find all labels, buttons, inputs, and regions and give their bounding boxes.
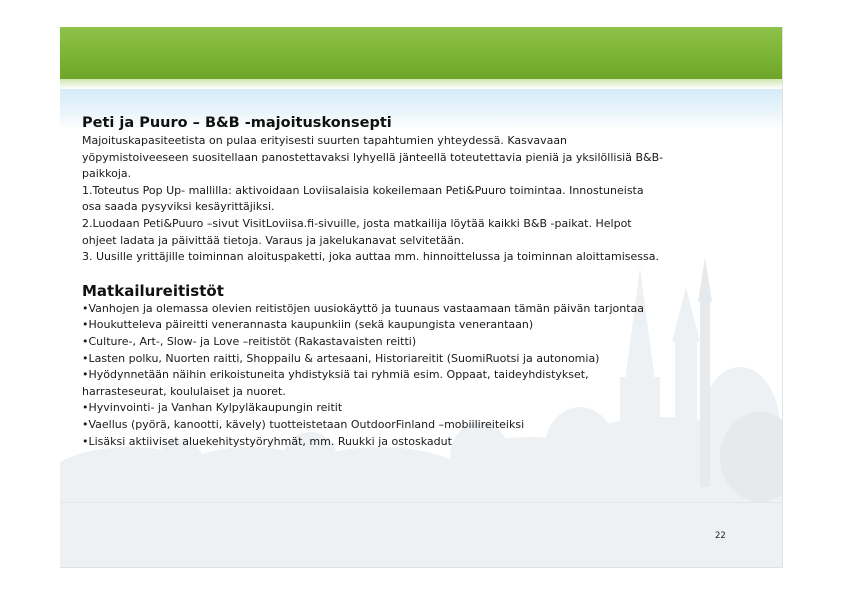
section-bb-concept [82, 113, 772, 266]
slide [60, 27, 783, 568]
text-line: •Hyvinvointi- ja Vanhan Kylpyläkaupungin reitit [82, 401, 343, 415]
page-number: 22 [715, 531, 726, 541]
header-green-band [60, 27, 782, 79]
text-line: 2.Luodaan Peti&Puuro –sivut VisitLoviisa.fi-sivuille, josta matkailija löytää kaikki B&B -paikat. Helpot [82, 216, 632, 230]
footer-divider [60, 502, 782, 503]
header-green-fade [60, 79, 782, 89]
text-line: Majoituskapasiteetista on pulaa erityisesti suurten tapahtumien yhteydessä. Kasvavaan [82, 134, 568, 147]
section-body [82, 133, 772, 266]
text-line: 3. Uusille yrittäjille toiminnan aloituspaketti, joka auttaa mm. hinnoittelussa ja toiminnan aloittamisessa. [82, 250, 659, 264]
text-line: •Vaellus (pyörä, kanootti, kävely) tuotteistetaan OutdoorFinland –mobiilireiteiksi [82, 417, 525, 431]
slide-content [82, 113, 772, 450]
text-line: harrasteseurat, koululaiset ja nuoret. [82, 384, 286, 398]
section-tourism-routes [82, 281, 772, 450]
text-line: 1.Toteutus Pop Up- mallilla: aktivoidaan Loviisalaisia kokeilemaan Peti&Puuro toimintaa. Innostuneista [82, 183, 644, 197]
text-line: •Lisäksi aktiiviset aluekehitystyöryhmät, mm. Ruukki ja ostoskadut [82, 434, 452, 448]
text-line: ohjeet ladata ja päivittää tietoja. Varaus ja jakelukanavat selvitetään. [82, 233, 465, 247]
text-line: •Culture-, Art-, Slow- ja Love –reitistöt (Rakastavaisten reitti) [82, 334, 417, 348]
text-line: •Lasten polku, Nuorten raitti, Shoppailu & artesaani, Historiareitit (SuomiRuotsi ja autonomia) [82, 351, 600, 365]
section-heading: Peti ja Puuro – B&B -majoituskonsepti [82, 115, 392, 131]
text-line: yöpymistoiveeseen suositellaan panostettavaksi lyhyellä jänteellä toteutettavia pieniä ja yksilöllisiä B&B- [82, 150, 664, 164]
section-body [82, 301, 772, 450]
text-line: •Hyödynnetään näihin erikoistuneita yhdistyksiä tai ryhmiä esim. Oppaat, taideyhdistykset, [82, 368, 589, 382]
text-line: •Houkutteleva päireitti venerannasta kaupunkiin (sekä kaupungista venerantaan) [82, 318, 534, 332]
section-heading: Matkailureitistöt [82, 281, 224, 300]
text-line: paikkoja. [82, 167, 132, 181]
text-line: osa saada pysyviksi kesäyrittäjiksi. [82, 200, 275, 214]
text-line: •Vanhojen ja olemassa olevien reitistöjen uusiokäyttö ja tuunaus vastaamaan tämän päivän tarjontaa [82, 301, 645, 315]
